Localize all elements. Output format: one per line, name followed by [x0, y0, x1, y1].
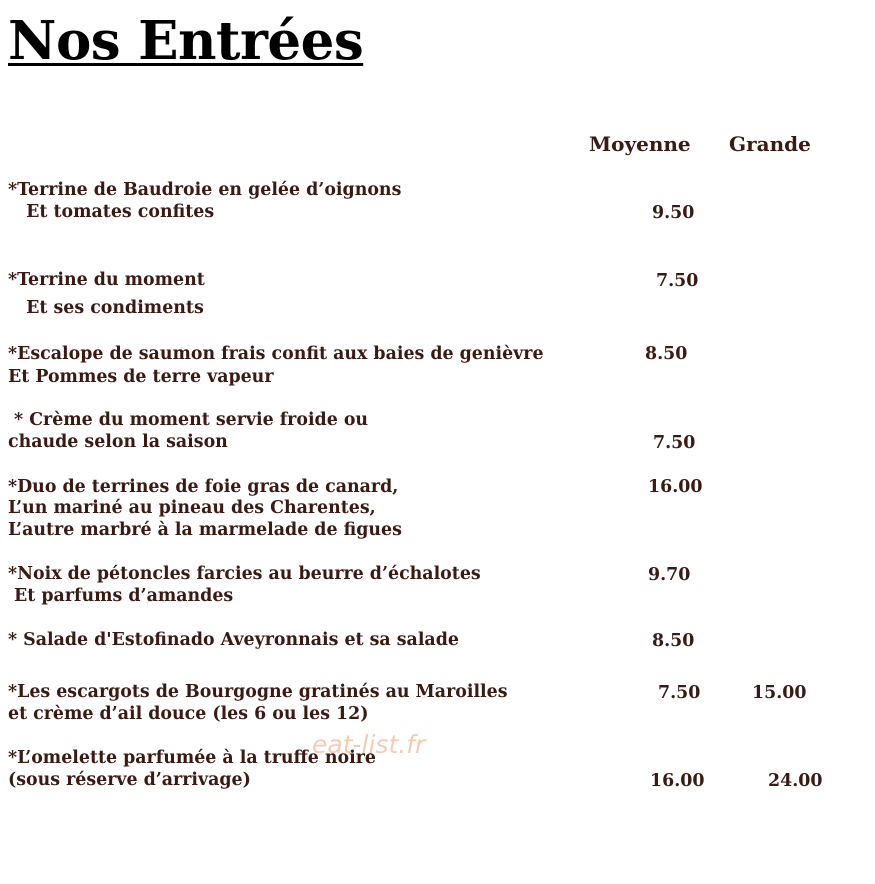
item-description-line: * Salade d'Estofinado Aveyronnais et sa salade — [8, 630, 459, 650]
item-description-line: Et parfums d’amandes — [8, 586, 234, 606]
item-description-line: et crème d’ail douce (les 6 ou les 12) — [8, 704, 369, 724]
item-description-line: chaude selon la saison — [8, 432, 228, 452]
item-description-line: *L’omelette parfumée à la truffe noire — [8, 748, 376, 768]
price-moyenne: 16.00 — [650, 771, 705, 791]
item-description-line: *Escalope de saumon frais confit aux baies de genièvre — [8, 344, 544, 364]
price-moyenne: 16.00 — [648, 477, 703, 497]
item-description-line: Et Pommes de terre vapeur — [8, 367, 274, 387]
item-description-line: (sous réserve d’arrivage) — [8, 770, 251, 790]
price-moyenne: 7.50 — [656, 271, 699, 291]
price-moyenne: 9.50 — [652, 203, 695, 223]
price-grande: 15.00 — [752, 683, 807, 703]
item-description-line: L’autre marbré à la marmelade de figues — [8, 520, 402, 540]
item-description-line: * Crème du moment servie froide ou — [8, 410, 369, 430]
price-moyenne: 7.50 — [658, 683, 701, 703]
page-title: Nos Entrées — [8, 10, 364, 72]
item-description-line: Et tomates confites — [8, 202, 215, 222]
price-moyenne: 8.50 — [652, 631, 695, 651]
price-grande: 24.00 — [768, 771, 823, 791]
item-description-line: *Duo de terrines de foie gras de canard, — [8, 477, 399, 497]
item-description-line: L’un mariné au pineau des Charentes, — [8, 498, 376, 518]
column-header-grande: Grande — [729, 132, 811, 156]
price-moyenne: 7.50 — [653, 433, 696, 453]
price-moyenne: 9.70 — [648, 565, 691, 585]
price-moyenne: 8.50 — [645, 344, 688, 364]
item-description-line: *Les escargots de Bourgogne gratinés au Maroilles — [8, 682, 508, 702]
column-header-moyenne: Moyenne — [589, 132, 691, 156]
watermark: eat-list.fr — [312, 730, 426, 759]
item-description-line: Et ses condiments — [8, 298, 204, 318]
item-description-line: *Terrine du moment — [8, 270, 205, 290]
item-description-line: *Terrine de Baudroie en gelée d’oignons — [8, 180, 402, 200]
item-description-line: *Noix de pétoncles farcies au beurre d’échalotes — [8, 564, 481, 584]
